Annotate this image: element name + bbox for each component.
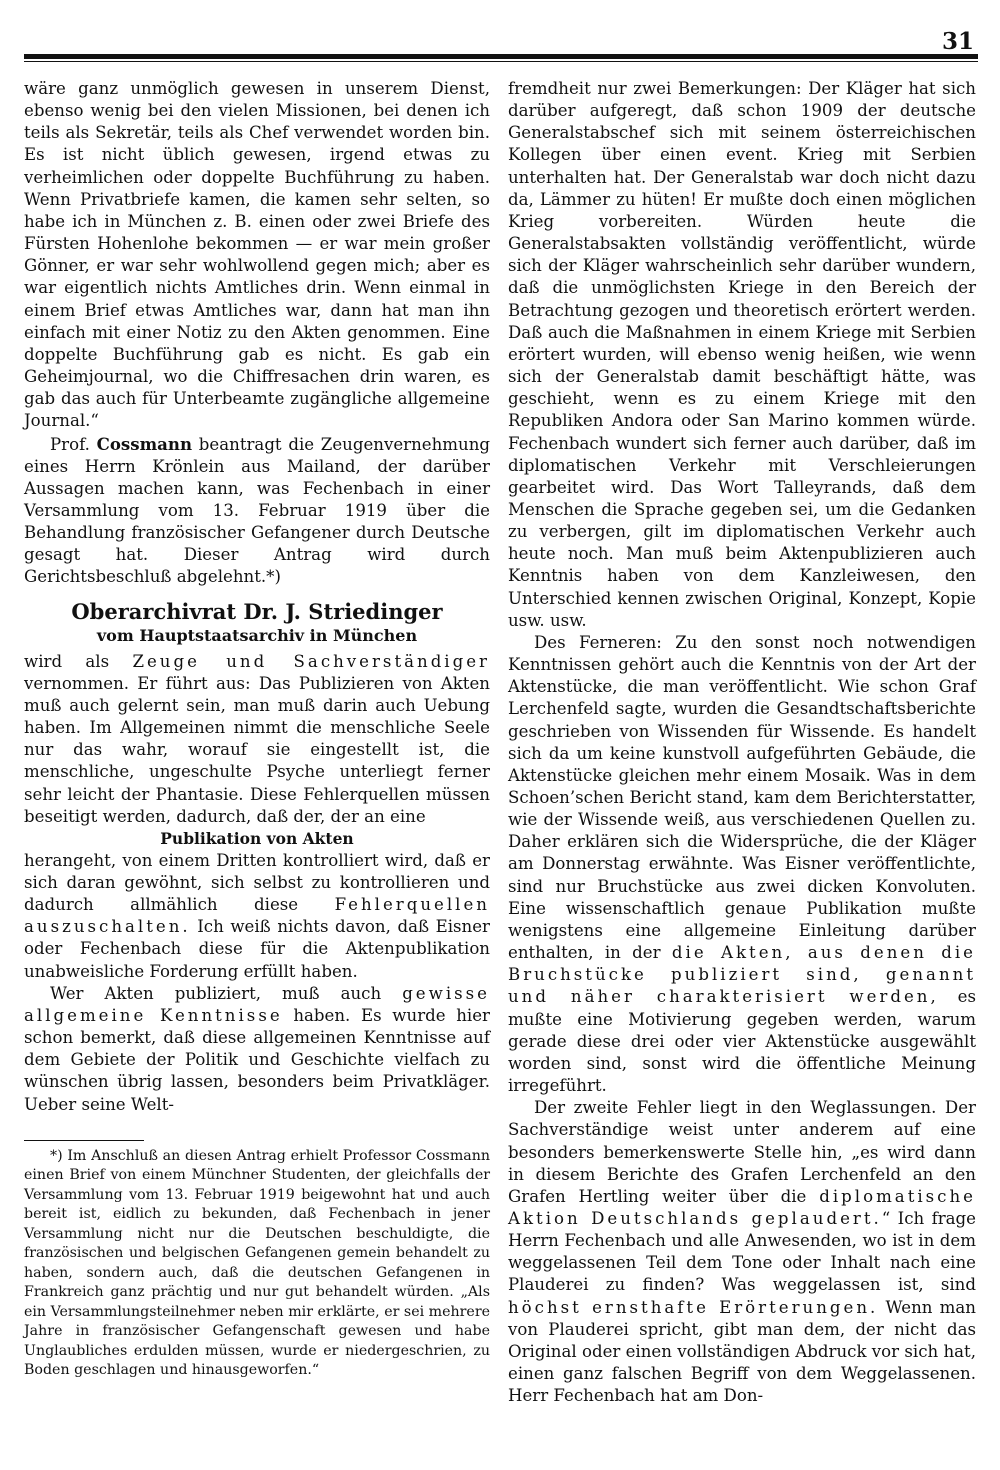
spaced-text: die Akten, aus denen die Bruchstücke publiziert sind, genannt und näher charakterisiert werden, (508, 943, 976, 1007)
paragraph (508, 632, 976, 1097)
paragraph: wäre ganz unmöglich gewesen in unserem Dienst, ebenso wenig bei den vielen Missionen, bei denen ich teils als Sekretär, teils als Chef verwendet worden bin. Es ist nicht üblich gewesen, irgend etwas zu verheimlichen oder doppelte Buchführung zu haben. Wenn Privatbriefe kamen, die kamen sehr selten, so habe ich in München z. B. einen oder zwei Briefe des Fürsten Hohenlohe bekommen — er war mein großer Gönner, er war sehr wohlwollend gegen mich; aber es war eigentlich nichts Amtliches drin. Wenn einmal in einem Brief etwas Amtliches war, dann hat man ihn einfach mit einer Notiz zu den Akten genommen. Eine doppelte Buchführung gab es nicht. Es gab ein Geheimjournal, wo die Chiffresachen drin waren, es gab das auch für Unterbeamte zugängliche allgemeine Journal.“ (24, 79, 490, 431)
text-span: Der zweite Fehler liegt in den Weglassungen. Der Sachverständige weist unter anderem auf eine besonders bemerkenswerte Stelle hin, „es wird dann in diesem Berichte des Grafen Lerchenfeld an den Grafen Hertling weiter über die (508, 1098, 976, 1206)
paragraph (24, 651, 490, 828)
spaced-text: Zeuge und Sachverständiger (132, 651, 490, 671)
paragraph: fremdheit nur zwei Bemerkungen: Der Kläger hat sich darüber aufgeregt, daß schon 1909 der deutsche Generalstabschef sich mit seinem österreichischen Kollegen über einen event. Krieg mit Serbien unterhalten hat. Der Generalstab war doch nicht dazu da, Lämmer zu hüten! Er mußte doch einen möglichen Krieg vorbereiten. Würden heute die Generalstabsakten vollständig veröffentlicht, würde sich der Kläger wahrscheinlich sehr darüber wundern, daß die unmöglichsten Kriege in den Bereich der Betrachtung gezogen und theoretisch erörtert werden. Daß auch die Maßnahmen in einem Kriege mit Serbien erörtert wurden, will ebenso wenig heißen, wie wenn sich der Generalstab damit beschäftigt hätte, was geschieht, wenn es zu einem Kriege mit den Republiken Andora oder San Marino kommen würde. Fechenbach wundert sich ferner auch darüber, daß im diplomatischen Verkehr mit Verschleierungen gearbeitet wird. Das Wort Talleyrands, daß dem Menschen die Sprache gegeben sei, um die Gedanken zu verbergen, gilt im diplomatischen Verkehr auch heute noch. Man muß beim Aktenpublizieren auch Kenntnis haben von dem Kanzleiwesen, den Unterschied kennen zwischen Original, Konzept, Kopie usw. usw. (508, 79, 976, 630)
spaced-text: gewisse allgemeine Kenntnisse (24, 983, 490, 1025)
left-column (24, 78, 490, 1381)
text-span: Ich weiß nichts davon, daß Eisner oder Fechenbach diese für die Aktenpublikation unabweisliche Forderung erfüllt haben. (24, 917, 490, 981)
text-span: wird als (24, 651, 110, 671)
text-span: Wer Akten publiziert, muß auch (50, 983, 382, 1003)
text-span: vernommen. Er führt aus: Das Publizieren von Akten muß auch gelernt sein, man muß darin auch Uebung haben. Im Allgemeinen nimmt die menschliche Seele nur das wahr, worauf sie eingestellt ist, die menschliche, ungeschulte Psyche unterliegt ferner sehr leicht der Phantasie. Diese Fehlerquellen müssen beseitigt werden, dadurch, daß der, der an eine (24, 673, 490, 826)
spaced-text: diplomatische Aktion Deutschlands geplaudert. (508, 1186, 976, 1228)
paragraph (24, 983, 490, 1116)
section-subheading: vom Hauptstaatsarchiv in München (96, 625, 418, 645)
text-span: Prof. (50, 434, 90, 454)
section-heading: Oberarchivrat Dr. J. Striedinger (71, 598, 443, 624)
paragraph (508, 1097, 976, 1407)
person-name: Cossmann (96, 433, 193, 454)
text-span: Wenn man von Plauderei spricht, gibt man dem, der nicht das Original oder einen vollständigen Abdruck vor sich hat, einen ganz falschen Begriff von dem Weggelassenen. Herr Fechenbach hat am Don- (508, 1297, 976, 1406)
inline-heading: Publikation von Akten (160, 828, 354, 848)
right-column (508, 78, 976, 1407)
spaced-text: Fehlerquellen auszuschalten. (24, 895, 490, 937)
text-span: “ Ich frage Herrn Fechenbach und alle Anwesenden, wo ist in dem weggelassenen Teil dem Tone oder Inhalt nach eine Plauderei zu finden? Was weggelassen ist, sind (508, 1208, 976, 1295)
header-rule (24, 54, 978, 62)
text-span: haben. Es wurde hier schon bemerkt, daß diese allgemeinen Kenntnisse auf dem Gebiete der Politik und Geschichte vielfach zu wünschen übrig lassen, besonders beim Privatkläger. Ueber seine Welt- (24, 1005, 490, 1114)
paragraph (24, 850, 490, 983)
text-span: herangeht, von einem Dritten kontrolliert wird, daß er sich daran gewöhnt, sich selbst zu kontrollieren und dadurch allmählich diese (24, 850, 490, 915)
spaced-text: höchst ernsthafte Erörterungen. (508, 1297, 879, 1317)
text-span: es mußte eine Motivierung gegeben werden, warum gerade diese drei oder vier Aktenstücke ausgewählt worden sind, sonst wird die öffentliche Meinung irregeführt. (508, 987, 976, 1096)
paragraph (24, 433, 490, 589)
footnote-rule (24, 1140, 144, 1141)
page-number: 31 (941, 28, 974, 55)
footnote: *) Im Anschluß an diesen Antrag erhielt Professor Cossmann einen Brief von einem Münchner Studenten, der gleichfalls der Versammlung vom 13. Februar 1919 beigewohnt hat und auch bereit ist, eidlich zu bekunden, daß Fechenbach in jener Versammlung nicht nur die Deutschen beschuldigte, die französischen und belgischen Gefangenen gemein behandelt zu haben, sondern auch, daß die deutschen Gefangenen in Frankreich ganz prächtig und nur gut behandelt würden. „Als ein Versammlungsteilnehmer neben mir erklärte, er sei mehrere Jahre in französischer Gefangenschaft gewesen und habe Unglaubliches erdulden müssen, wurde er niedergeschrien, zu Boden geschlagen und hinausgeworfen.“ (24, 1147, 490, 1379)
text-span: Des Ferneren: Zu den sonst noch notwendigen Kenntnissen gehört auch die Kenntnis von der Art der Aktenstücke, die man veröffentlicht. Wie schon Graf Lerchenfeld sagte, wurden die Gesandtschaftsberichte geschrieben von Wissenden für Wissende. Es handelt sich da um keine kunstvoll aufgeführten Gebäude, die Aktenstücke gleichen mehr einem Mosaik. Was in dem Schoen’schen Bericht stand, kam dem Berichterstatter, wie der Wissende weiß, aus verschiedenen Quellen zu. Daher erklären sich die Widersprüche, die der Kläger am Donnerstag erwähnte. Was Eisner veröffentlichte, sind nur Bruchstücke aus zwei dicken Konvoluten. Eine wissenschaftlich genaue Publikation mußte wenigstens eine allgemeine Einleitung darüber enthalten, in der (508, 632, 976, 963)
text-span: beantragt die Zeugenvernehmung eines Herrn Krönlein aus Mailand, der darüber Aussagen machen kann, was Fechenbach in einer Versammlung vom 13. Februar 1919 über die Behandlung französischer Gefangener durch Deutsche gesagt hat. Dieser Antrag wird durch Gerichtsbeschluß abgelehnt.*) (24, 434, 491, 587)
